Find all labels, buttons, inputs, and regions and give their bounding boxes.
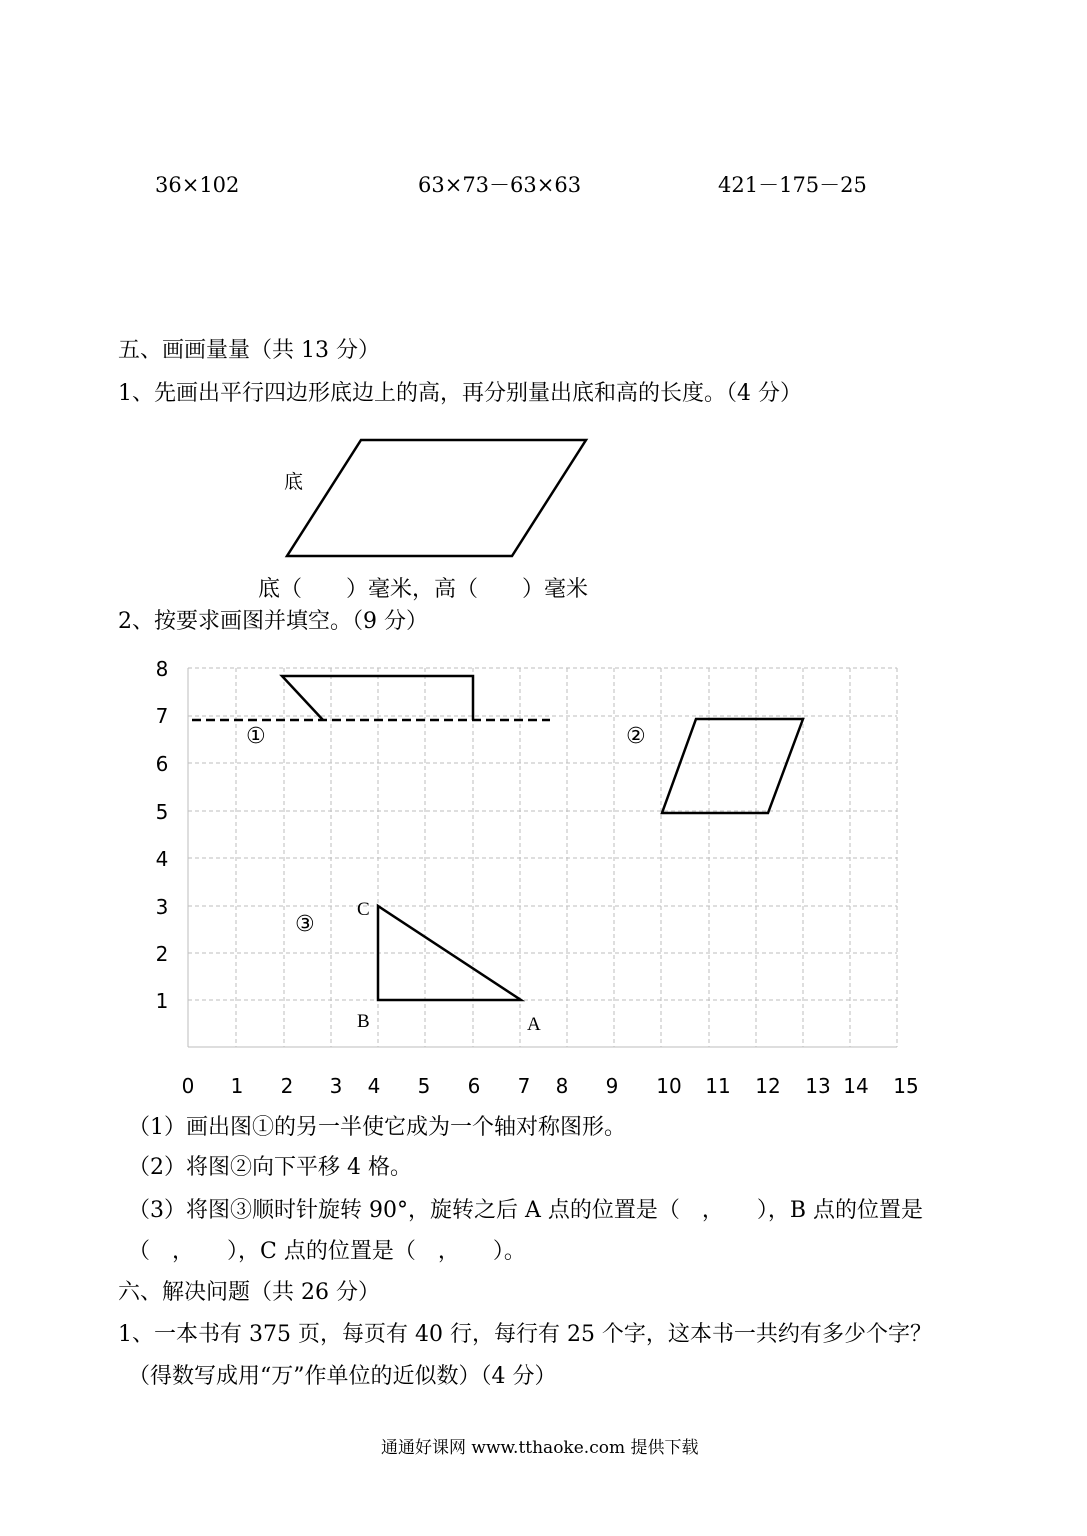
expr-2: 63×73－63×63 bbox=[418, 173, 582, 197]
question-6-1-line-2: （得数写成用“万”作单位的近似数）（4 分） bbox=[128, 1364, 557, 1389]
y-tick-1: 1 bbox=[155, 989, 169, 1013]
task-1: （1）画出图①的另一半使它成为一个轴对称图形。 bbox=[128, 1115, 626, 1140]
x-tick-1: 1 bbox=[230, 1074, 244, 1098]
y-tick-8: 8 bbox=[155, 657, 169, 681]
figure-1-marker: ① bbox=[246, 724, 266, 749]
page-footer: 通通好课网 www.tthaoke.com 提供下载 bbox=[381, 1438, 699, 1458]
y-tick-6: 6 bbox=[155, 752, 169, 776]
y-tick-3: 3 bbox=[155, 895, 169, 919]
parallelogram-q1 bbox=[287, 440, 586, 556]
x-tick-6: 6 bbox=[467, 1074, 481, 1098]
base-label: 底 bbox=[284, 471, 304, 493]
x-tick-0: 0 bbox=[181, 1074, 195, 1098]
x-tick-7: 7 bbox=[517, 1074, 531, 1098]
expr-3: 421－175－25 bbox=[718, 173, 867, 197]
x-tick-12: 12 bbox=[755, 1074, 781, 1098]
point-c-label: C bbox=[357, 899, 370, 920]
question-5-1: 1、先画出平行四边形底边上的高，再分别量出底和高的长度。（4 分） bbox=[118, 381, 802, 406]
x-tick-14: 14 bbox=[843, 1074, 869, 1098]
y-tick-2: 2 bbox=[155, 942, 169, 966]
figure-3-marker: ③ bbox=[295, 912, 315, 937]
x-tick-9: 9 bbox=[605, 1074, 619, 1098]
expr-1: 36×102 bbox=[155, 173, 240, 197]
x-tick-3: 3 bbox=[329, 1074, 343, 1098]
x-tick-13: 13 bbox=[805, 1074, 831, 1098]
point-a-label: A bbox=[527, 1014, 541, 1035]
y-tick-4: 4 bbox=[155, 847, 169, 871]
y-tick-5: 5 bbox=[155, 800, 169, 824]
y-tick-7: 7 bbox=[155, 704, 169, 728]
answer-line-base-height: 底（ ）毫米，高（ ）毫米 bbox=[258, 577, 589, 602]
y-axis-labels bbox=[156, 657, 169, 1013]
x-tick-11: 11 bbox=[705, 1074, 731, 1098]
figure-2-marker: ② bbox=[626, 724, 646, 749]
x-tick-2: 2 bbox=[280, 1074, 294, 1098]
question-5-2: 2、按要求画图并填空。（9 分） bbox=[118, 609, 428, 634]
x-tick-10: 10 bbox=[656, 1074, 682, 1098]
point-b-label: B bbox=[357, 1011, 370, 1032]
x-tick-5: 5 bbox=[417, 1074, 431, 1098]
x-tick-8: 8 bbox=[555, 1074, 569, 1098]
x-axis-labels bbox=[182, 1074, 919, 1098]
section-6-title: 六、解决问题（共 26 分） bbox=[118, 1280, 380, 1305]
task-2: （2）将图②向下平移 4 格。 bbox=[128, 1155, 412, 1180]
section-5-title: 五、画画量量（共 13 分） bbox=[118, 338, 380, 363]
task-3-line-2: （ ， ），C 点的位置是（ ， ）。 bbox=[128, 1239, 526, 1264]
coordinate-grid bbox=[188, 668, 897, 1047]
task-3-line-1: （3）将图③顺时针旋转 90°，旋转之后 A 点的位置是（ ， ），B 点的位置是 bbox=[128, 1198, 924, 1223]
question-6-1-line-1: 1、一本书有 375 页，每页有 40 行，每行有 25 个字，这本书一共约有多少个字？ bbox=[118, 1322, 932, 1347]
x-tick-4: 4 bbox=[367, 1074, 381, 1098]
figure-2-parallelogram bbox=[662, 719, 803, 813]
x-tick-15: 15 bbox=[893, 1074, 919, 1098]
